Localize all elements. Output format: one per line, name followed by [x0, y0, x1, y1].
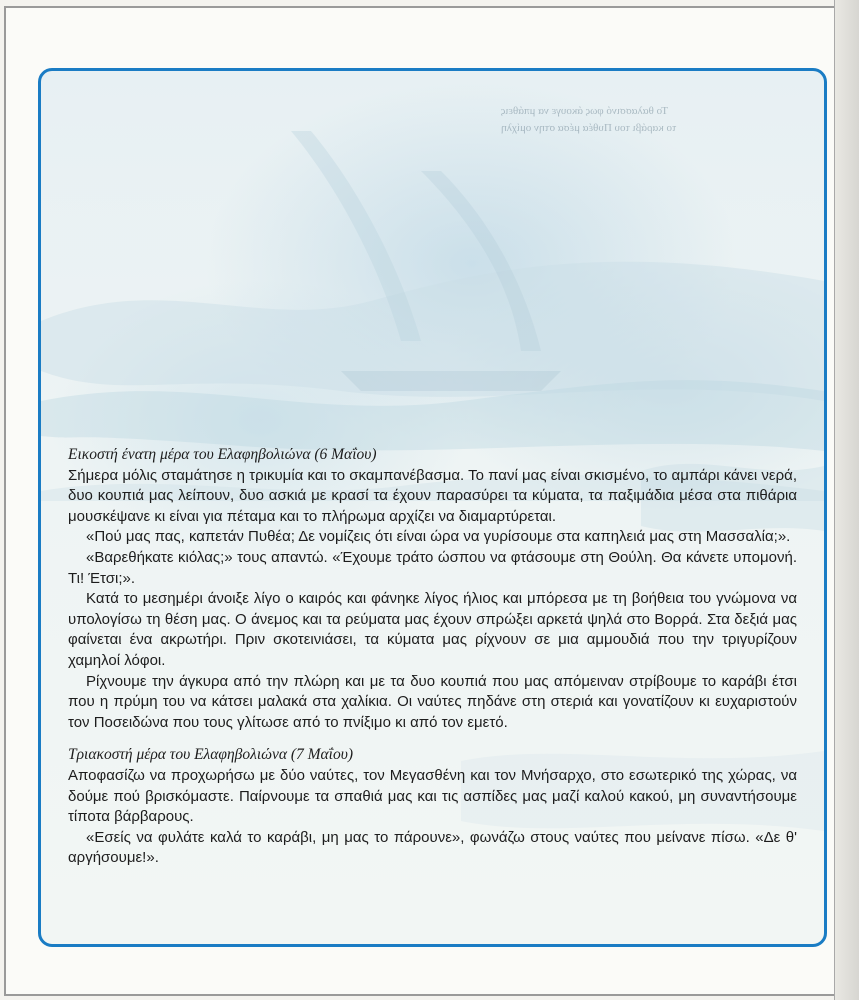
paragraph: Κατά το μεσημέρι άνοιξε λίγο ο καιρός και φάνηκε λίγος ήλιος και μπόρεσα με τη βοήθεια του γνώμονα να υπολογίσω τη θέση μας. Ο άνεμος και τα ρεύματα μας έχουν σπρώξει αρκετά ψηλά στο Βορρά. Στα δεξιά μας φαίνεται ένα ακρωτήρι. Πριν σκοτεινιάσει, τα κύματα μας ρίχνουν σε μια αμμουδιά που την τριγυρίζουν χαμηλοί λόφοι.	[68, 590, 797, 669]
paragraph: Αποφασίζω να προχωρήσω με δύο ναύτες, τον Μεγασθένη και τον Μνήσαρχο, στο εσωτερικό της χώρας, να δούμε πού βρισκόμαστε. Παίρνουμε τα σπαθιά μας και τις ασπίδες μας μαζί καλού κακού, μη συναντήσουμε τίποτα βάρβαρους.	[68, 766, 797, 826]
book-spine	[834, 0, 859, 1000]
paragraph: «Πού μας πας, καπετάν Πυθέα; Δε νομίζεις ότι είναι ώρα να γυρίσουμε στα καπηλειά μας στη Μασσαλία;».	[86, 528, 791, 546]
paragraph: «Εσείς να φυλάτε καλά το καράβι, μη μας το πάρουνε», φωνάζω στους ναύτες που μείνανε πίσω. «Δε θ' αργήσουμε!».	[68, 828, 797, 867]
illustration-caption	[501, 103, 801, 137]
entry-heading: Εικοστή ένατη μέρα του Ελαφηβολιώνα (6 Μαΐου)	[68, 446, 377, 463]
paragraph: «Βαρεθήκατε κιόλας;» τους απαντώ. «Έχουμε τράτο ώσπου να φτάσουμε στη Θούλη. Θα κάνετε υπομονή. Τι! Έτσι;».	[68, 548, 797, 587]
paragraph: Σήμερα μόλις σταμάτησε η τρικυμία και το σκαμπανέβασμα. Το πανί μας είναι σκισμένο, το αμπάρι κάνει νερά, δυο κουπιά μας λείπουν, δυο ασκιά με κρασί τα έχουν παρασύρει τα κύματα, τα παξιμάδια μέσα στα πιθάρια μουσκέψανε κι είναι για πέταμα και το πλήρωμα αρχίζει να διαμαρτύρεται.	[68, 466, 797, 525]
caption-line: Το θαλασσινό φως άκουγε να μπάθεις	[501, 105, 669, 117]
text-panel	[38, 68, 827, 947]
entry-heading: Τριακοστή μέρα του Ελαφηβολιώνα (7 Μαΐου)	[68, 746, 354, 764]
paragraph: Ρίχνουμε την άγκυρα από την πλώρη και με τα δυο κουπιά που μας απόμειναν στρίβουμε το καράβι έτσι που η πρύμη του να κάτσει μαλακά στα χαλίκια. Οι ναύτες πηδάνε στη στεριά και γονατίζουν κι ευχαριστούν τον Ποσειδώνα που τους γλίτωσε από το πνίξιμο κι από τον εμετό.	[68, 672, 797, 731]
caption-line: το καράβι του Πυθέα μέσα στην ομίχλη	[501, 122, 677, 134]
diary-text	[68, 445, 797, 869]
